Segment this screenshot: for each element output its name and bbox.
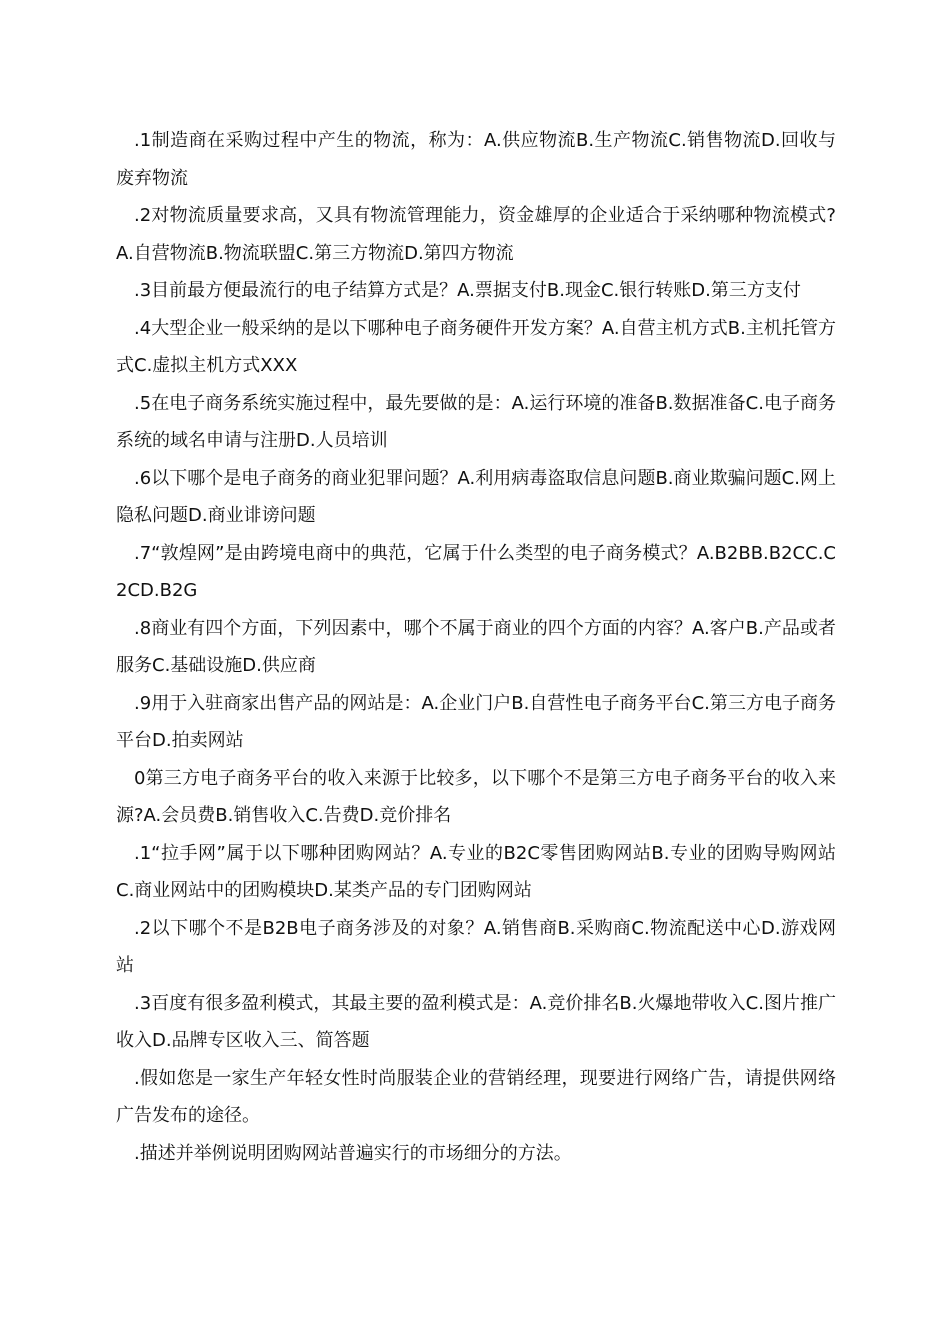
question-8: .8商业有四个方面，下列因素中，哪个不属于商业的四个方面的内容？A.客户B.产品或者服务C.基础设施D.供应商 — [116, 617, 836, 676]
question-2: .2对物流质量要求高，又具有物流管理能力，资金雄厚的企业适合于采纳哪种物流模式?A.自营物流B.物流联盟C.第三方物流D.第四方物流 — [116, 205, 836, 264]
question-11: .1“拉手网”属于以下哪种团购网站？A.专业的B2C零售团购网站B.专业的团购导购网站C.商业网站中的团购模块D.某类产品的专门团购网站 — [116, 842, 836, 901]
question-5: .5在电子商务系统实施过程中，最先要做的是：A.运行环境的准备B.数据准备C.电子商务系统的域名申请与注册D.人员培训 — [116, 392, 836, 451]
question-3: .3目前最方便最流行的电子结算方式是？A.票据支付B.现金C.银行转账D.第三方支付 — [134, 280, 801, 301]
question-4: .4大型企业一般采纳的是以下哪种电子商务硬件开发方案？A.自营主机方式B.主机托管方式C.虚拟主机方式XXX — [116, 317, 836, 376]
question-12: .2以下哪个不是B2B电子商务涉及的对象？A.销售商B.采购商C.物流配送中心D.游戏网站 — [116, 917, 836, 976]
question-9: .9用于入驻商家出售产品的网站是：A.企业门户B.自营性电子商务平台C.第三方电子商务平台D.拍卖网站 — [116, 692, 836, 751]
question-6: .6以下哪个是电子商务的商业犯罪问题？A.利用病毒盗取信息问题B.商业欺骗问题C.网上隐私问题D.商业诽谤问题 — [116, 467, 836, 526]
question-7: .7“敦煌网”是由跨境电商中的典范，它属于什么类型的电子商务模式？A.B2BB.B2CC.C2CD.B2G — [116, 542, 836, 601]
question-10: 0第三方电子商务平台的收入来源于比较多，以下哪个不是第三方电子商务平台的收入来源?A.会员费B.销售收入C.告费D.竞价排名 — [116, 767, 836, 826]
short-answer-1: .假如您是一家生产年轻女性时尚服装企业的营销经理，现要进行网络广告，请提供网络广告发布的途径。 — [116, 1067, 836, 1126]
question-13: .3百度有很多盈利模式，其最主要的盈利模式是：A.竞价排名B.火爆地带收入C.图片推广收入D.品牌专区收入三、简答题 — [116, 992, 836, 1051]
short-answer-2: .描述并举例说明团购网站普遍实行的市场细分的方法。 — [134, 1142, 572, 1164]
document-body — [116, 122, 836, 1172]
question-1: .1制造商在采购过程中产生的物流，称为：A.供应物流B.生产物流C.销售物流D.回收与废弃物流 — [116, 130, 836, 189]
